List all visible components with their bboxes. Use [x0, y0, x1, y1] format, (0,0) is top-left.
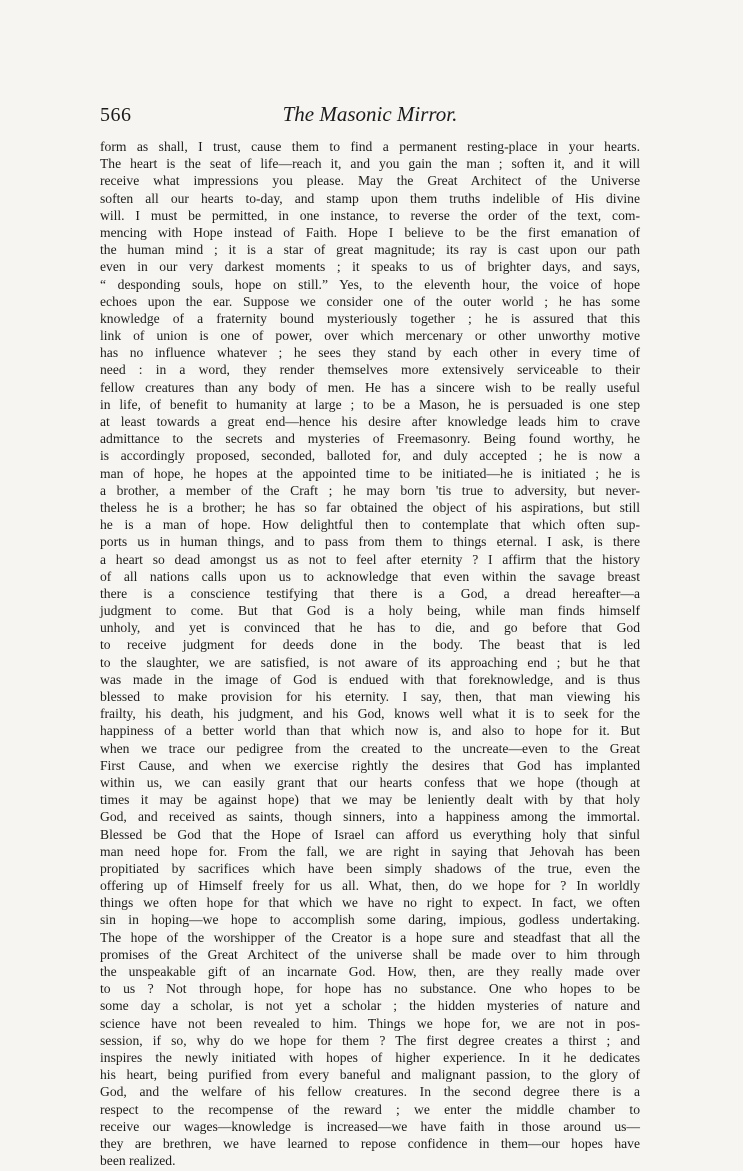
page-number: 566 [100, 104, 132, 126]
text-line: link of union is one of power, over which mercenary or other unworthy motive [100, 328, 640, 344]
text-line: Blessed be God that the Hope of Israel can afford us everything holy that sinful [100, 826, 640, 842]
text-line: blessed to make provision for his eternity. I say, then, that man viewing his [100, 689, 640, 704]
text-line: they are brethren, we have learned to repose confidence in them—our hopes have [100, 1135, 640, 1151]
text-line: propitiated by sacrifices which have been simply shadows of the true, even the [100, 860, 640, 876]
text-line: when we trace our pedigree from the created to the uncreate—even to the Great [100, 740, 640, 756]
text-line: The hope of the worshipper of the Creator is a hope sure and steadfast that all the [100, 929, 640, 945]
text-line: fellow creatures than any body of men. He has a sincere wish to be really useful [100, 379, 640, 395]
text-line: things we often hope for that which we have no right to expect. In fact, we often [100, 895, 640, 911]
text-line: he is a man of hope. How delightful then to contemplate that which often sup- [100, 517, 640, 533]
text-line: sin in hoping—we hope to accomplish some daring, impious, godless undertaking. [100, 912, 640, 928]
text-line: a brother, a member of the Craft ; he may born 'tis true to adversity, but never- [100, 482, 640, 498]
text-line: receive our wages—knowledge is increased—we have faith in those around us— [100, 1118, 640, 1134]
text-line: mencing with Hope instead of Faith. Hope I believe to be the first emanation of [100, 224, 640, 240]
text-line: echoes upon the ear. Suppose we consider one of the outer world ; he has some [100, 293, 640, 309]
text-line: session, if so, why do we hope for them ? The first degree creates a thirst ; and [100, 1032, 640, 1048]
text-line: inspires the newly initiated with hopes of higher experience. In it he dedicates [100, 1049, 640, 1065]
text-line: promises of the Great Architect of the universe shall be made over to him through [100, 946, 640, 962]
text-line: theless he is a brother; he has so far obtained the object of his aspirations, but still [100, 499, 640, 515]
text-line: offering up of Himself freely for us all. What, then, do we hope for ? In worldly [100, 878, 640, 894]
text-line: The heart is the seat of life—reach it, and you gain the man ; soften it, and it will [100, 156, 640, 172]
text-line: to receive judgment for deeds done in the body. The beast that is led [100, 637, 640, 653]
text-line: soften all our hearts to-day, and stamp upon them truths indelible of His divine [100, 190, 640, 206]
text-line: need : in a word, they render themselves more extensively serviceable to their [100, 362, 640, 378]
text-line: science have not been revealed to him. Things we hope for, we are not in pos- [100, 1015, 640, 1031]
text-line: unholy, and yet is convinced that he has to die, and go before that God [100, 620, 640, 636]
text-line: been realized. [100, 1153, 176, 1169]
text-line: happiness of a better world than that which now is, and also to hope for it. But [100, 723, 640, 739]
text-line: man need hope for. From the fall, we are right in saying that Jehovah has been [100, 843, 640, 859]
text-line: to us ? Not through hope, for hope has no substance. One who hopes to be [100, 981, 640, 997]
text-line: admittance to the secrets and mysteries of Freemasonry. Being found worthy, he [100, 431, 640, 447]
text-line: to the slaughter, we are satisfied, is not aware of its approaching end ; but he that [100, 654, 640, 670]
body-text [100, 138, 640, 1169]
text-line: his heart, being purified from every baneful and malignant passion, to the glory of [100, 1067, 640, 1083]
text-line: of all nations calls upon us to acknowledge that even within the savage breast [100, 568, 640, 584]
text-line: will. I must be permitted, in one instance, to reverse the order of the text, com- [100, 207, 640, 223]
text-line: receive what impressions you please. May the Great Architect of the Universe [100, 173, 640, 189]
text-line: a heart so dead amongst us as not to feel after eternity ? I affirm that the history [100, 551, 640, 567]
text-line: knowledge of a fraternity bound mysteriously together ; he is assured that this [100, 310, 640, 326]
text-line: has no influence whatever ; he sees they stand by each other in every time of [100, 345, 640, 361]
text-line: even in our very darkest moments ; it speaks to us of brighter days, and says, [100, 259, 640, 275]
text-line: First Cause, and when we exercise rightly the desires that God has implanted [100, 757, 640, 773]
page-header [100, 98, 640, 128]
text-line: frailty, his death, his judgment, and his God, knows well what it is to seek for the [100, 706, 640, 722]
text-line: man of hope, he hopes at the appointed time to be initiated—he is initiated ; he is [100, 465, 640, 481]
running-title: The Masonic Mirror. [282, 102, 458, 126]
text-line: form as shall, I trust, cause them to find a permanent resting-place in your hearts. [100, 139, 640, 154]
text-line: in life, of benefit to humanity at large ; to be a Mason, he is persuaded is one step [100, 396, 640, 412]
text-line: is accordingly proposed, seconded, balloted for, and duly accepted ; he is now a [100, 448, 640, 464]
text-line: was made in the image of God is endued with that foreknowledge, and is thus [100, 671, 640, 687]
text-line: times it may be against hope) that we may be leniently dealt with by that holy [100, 792, 640, 808]
text-line: the human mind ; it is a star of great magnitude; its ray is cast upon our path [100, 242, 640, 258]
text-line: respect to the recompense of the reward ; we enter the middle chamber to [100, 1101, 640, 1117]
text-line: some day a scholar, is not yet a scholar ; the hidden mysteries of nature and [100, 998, 640, 1014]
text-line: God, and received as saints, though sinners, into a happiness among the immortal. [100, 809, 640, 825]
text-line: within us, we can easily grant that our hearts confess that we hope (though at [100, 774, 640, 790]
text-line: “ desponding souls, hope on still.” Yes, to the eleventh hour, the voice of hope [100, 276, 640, 292]
text-line: judgment to come. But that God is a holy being, while man finds himself [100, 603, 640, 619]
text-line: the unspeakable gift of an incarnate God. How, then, are they really made over [100, 964, 640, 979]
text-line: at least towards a great end—hence his desire after knowledge leads him to crave [100, 414, 640, 429]
text-line: God, and the welfare of his fellow creatures. In the second degree there is a [100, 1084, 640, 1100]
text-line: there is a conscience testifying that there is a God, a dread hereafter—a [100, 585, 640, 601]
text-line: ports us in human things, and to pass from them to things eternal. I ask, is there [100, 534, 640, 550]
